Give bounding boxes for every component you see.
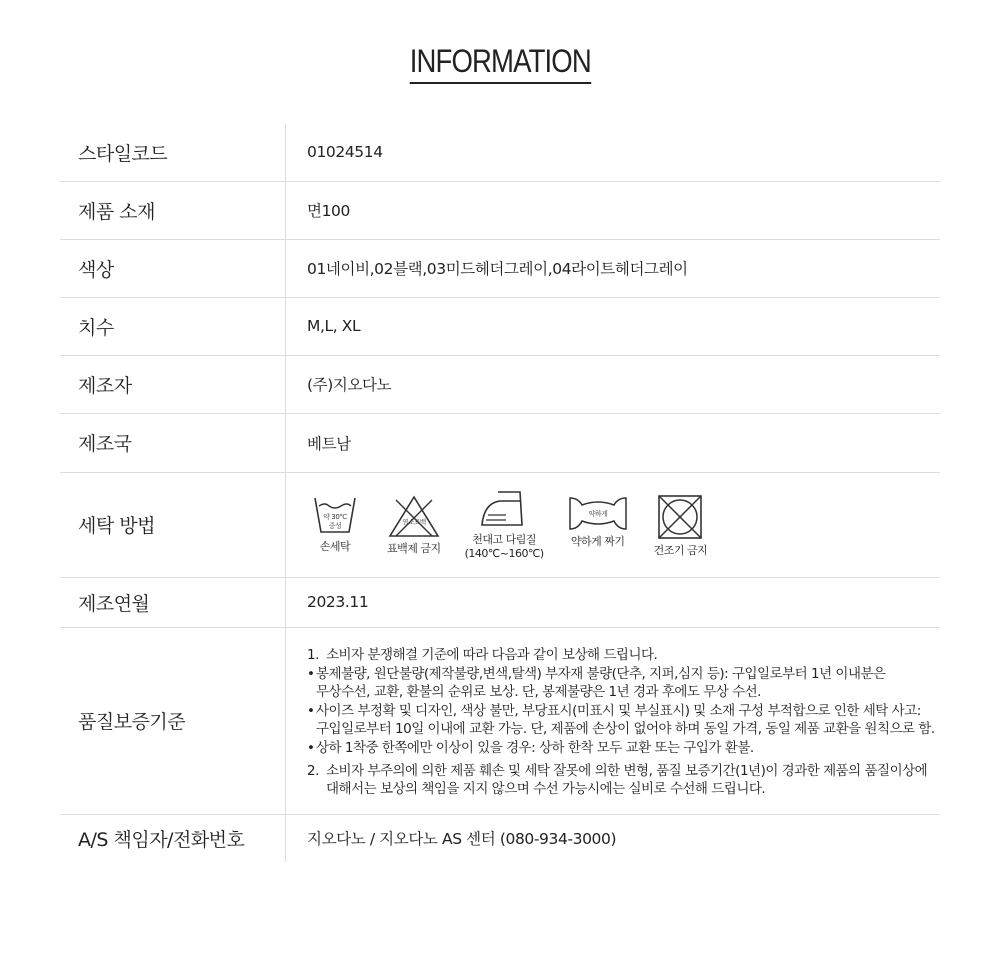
bullet-mark: • <box>307 739 315 756</box>
no-tumble-dry-caption: 건조기 금지 <box>653 543 708 557</box>
row-label-material: 제품 소재 <box>60 181 286 239</box>
care-item-no-tumble-dry <box>654 494 708 558</box>
bullet-text-line: 구입일로부터 10일 이내에 교환 가능. 단, 제품에 손상이 없어야 하며 동일 가격, 동일 제품 교환을 원칙으로 함. <box>316 720 935 737</box>
iron-caption <box>465 533 544 561</box>
gentle-wring-icon <box>568 495 628 531</box>
table-row <box>60 181 940 239</box>
table-row <box>60 355 940 413</box>
row-label-style-code: 스타일코드 <box>60 124 286 181</box>
quality-bullet <box>307 665 940 701</box>
care-icons <box>307 473 940 577</box>
table-row <box>60 239 940 297</box>
quality-item-text <box>326 762 927 798</box>
gentle-wring-inner: 약하게 <box>588 509 608 518</box>
row-label-country: 제조국 <box>60 413 286 472</box>
quality-item-line: 소비자 부주의에 의한 제품 훼손 및 세탁 잘못에 의한 변형, 품질 보증기간(1년)이 경과한 제품의 품질이상에 <box>326 762 928 779</box>
row-value-color: 01네이비,02블랙,03미드헤더그레이,04라이트헤더그레이 <box>286 239 941 297</box>
bullet-mark: • <box>307 665 315 682</box>
row-label-quality: 품질보증기준 <box>60 627 286 814</box>
no-tumble-dry-icon <box>657 494 703 540</box>
bullet-text-line: 무상수선, 교환, 환불의 순위로 보상. 단, 봉제불량은 1년 경과 후에도 무상 수선. <box>316 683 761 700</box>
bullet-text: 상하 1착중 한쪽에만 이상이 있을 경우: 상하 한착 모두 교환 또는 구입가 환불. <box>316 739 754 756</box>
care-item-iron <box>465 489 544 561</box>
quality-text <box>307 634 940 808</box>
quality-bullet <box>307 739 940 757</box>
row-label-date: 제조연월 <box>60 577 286 627</box>
hand-wash-caption: 손세탁 <box>319 539 351 553</box>
table-row <box>60 627 940 814</box>
page-title: INFORMATION <box>409 40 590 84</box>
row-label-color: 색상 <box>60 239 286 297</box>
iron-caption-line1: 천대고 다림질 <box>472 532 537 546</box>
table-row <box>60 297 940 355</box>
gentle-wring-caption: 약하게 짜기 <box>570 534 625 548</box>
row-label-maker: 제조자 <box>60 355 286 413</box>
row-value-material: 면100 <box>286 181 941 239</box>
hand-wash-temp: 약 30℃ <box>323 512 347 521</box>
bullet-text-line: 봉제불량, 원단불량(제작불량,변색,탈색) 부자재 불량(단추, 지퍼,심지 등): 구입일로부터 1년 이내분은 <box>316 665 886 682</box>
row-label-as: A/S 책임자/전화번호 <box>60 814 286 862</box>
bullet-mark: • <box>307 702 315 719</box>
bullet-text <box>316 665 886 701</box>
row-value-date: 2023.11 <box>286 577 941 627</box>
no-bleach-icon <box>388 494 440 538</box>
table-row <box>60 472 940 577</box>
care-item-hand-wash <box>313 496 357 554</box>
hand-wash-icon <box>313 496 357 536</box>
no-bleach-inner: 염소표백 <box>402 517 426 526</box>
row-label-wash: 세탁 방법 <box>60 472 286 577</box>
row-value-country: 베트남 <box>286 413 941 472</box>
quality-item-1 <box>307 646 940 664</box>
table-row <box>60 814 940 862</box>
row-value-as: 지오다노 / 지오다노 AS 센터 (080-934-3000) <box>307 830 617 849</box>
table-row <box>60 577 940 627</box>
iron-icon <box>480 489 528 529</box>
row-value-wash <box>286 472 941 577</box>
row-value-size: M,L, XL <box>286 297 941 355</box>
quality-item-number: 2. <box>307 762 319 779</box>
table-row <box>60 413 940 472</box>
care-item-gentle-wring <box>568 495 628 549</box>
quality-item-number: 1. <box>307 646 319 663</box>
table-row <box>60 124 940 181</box>
quality-item-2 <box>307 762 940 798</box>
care-item-no-bleach <box>387 494 441 556</box>
page-title-wrap <box>0 40 1000 84</box>
row-value-maker: (주)지오다노 <box>286 355 941 413</box>
info-table <box>60 124 940 862</box>
quality-bullet <box>307 702 940 738</box>
row-value-quality <box>286 627 941 814</box>
row-label-size: 치수 <box>60 297 286 355</box>
bullet-text <box>316 702 935 738</box>
hand-wash-neutral: 중성 <box>328 521 342 530</box>
row-value-style-code: 01024514 <box>286 124 941 181</box>
quality-item-line: 대해서는 보상의 책임을 지지 않으며 수선 가능시에는 실비로 수선해 드립니다. <box>326 780 766 797</box>
iron-caption-line2: (140℃~160℃) <box>464 546 544 560</box>
bullet-text-line: 사이즈 부정확 및 디자인, 색상 불만, 부당표시(미표시 및 부실표시) 및 소재 구성 부적합으로 인한 세탁 사고: <box>316 702 921 719</box>
no-bleach-caption: 표백제 금지 <box>387 541 441 555</box>
quality-item-text: 소비자 분쟁해결 기준에 따라 다음과 같이 보상해 드립니다. <box>326 646 658 663</box>
